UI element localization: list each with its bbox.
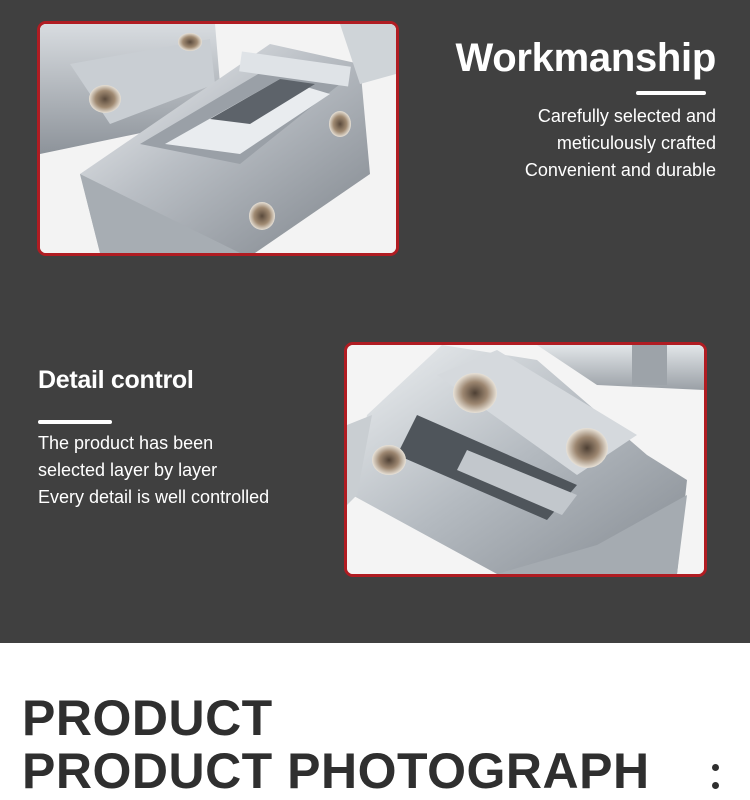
- product-title-line-1: PRODUCT: [22, 690, 273, 746]
- detail-line-3: Every detail is well controlled: [38, 487, 270, 507]
- detail-control-underline: [38, 420, 112, 424]
- detail-control-heading: Detail control: [38, 366, 194, 394]
- detail-control-description: [38, 430, 269, 511]
- workmanship-line-3: Convenient and durable: [524, 160, 716, 180]
- colon-mark: [708, 758, 722, 800]
- workmanship-underline: [636, 91, 706, 95]
- workmanship-heading: Workmanship: [455, 36, 716, 80]
- hinge-illustration-1: [40, 24, 396, 253]
- detail-line-2: selected layer by layer: [38, 460, 218, 480]
- detail-line-1: The product has been: [38, 433, 214, 453]
- workmanship-line-2: meticulously crafted: [556, 133, 716, 153]
- hinge-illustration-2: [347, 345, 704, 574]
- product-title-line-2: PRODUCT PHOTOGRAPH: [22, 743, 650, 799]
- hinge-photo-workmanship: [37, 21, 399, 256]
- hinge-photo-detail: [344, 342, 707, 577]
- workmanship-description: [525, 103, 716, 184]
- workmanship-line-1: Carefully selected and: [537, 106, 716, 126]
